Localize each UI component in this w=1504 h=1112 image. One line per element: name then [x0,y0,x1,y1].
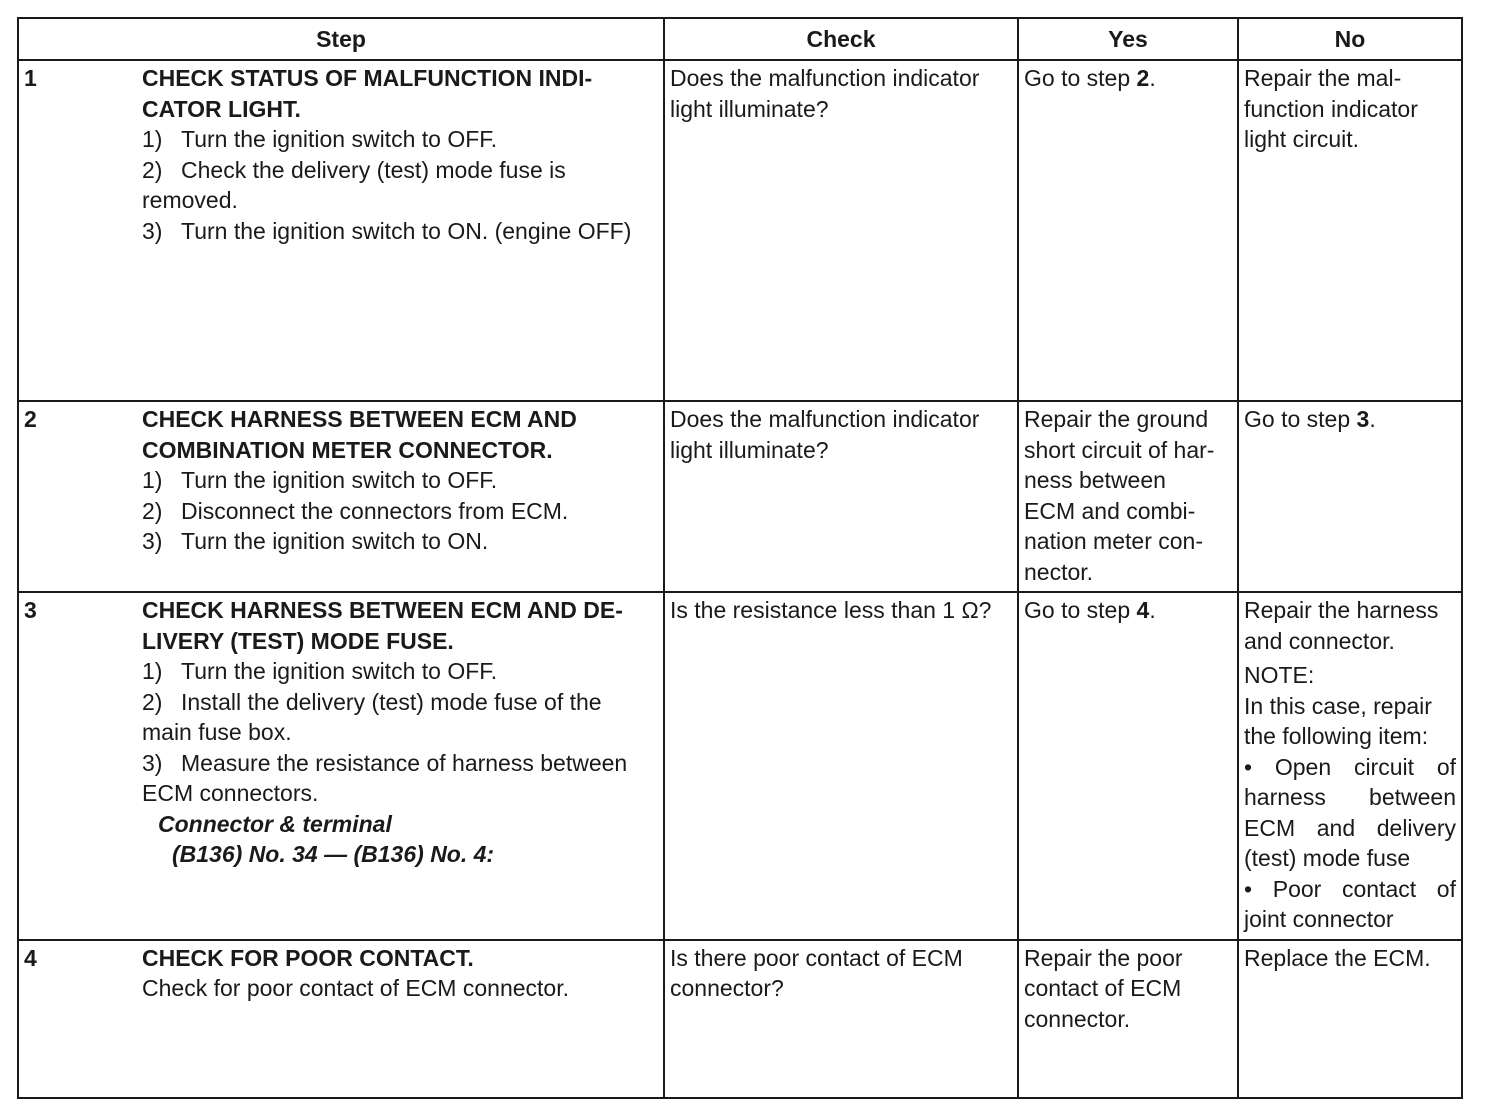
note-label: NOTE: [1244,662,1315,688]
yes-line: ness between [1024,467,1166,493]
bullet-line: • Open circuit of [1244,753,1456,780]
bullet-line: joint connector [1244,906,1394,932]
check-line: light illuminate? [670,95,829,122]
bullet-line: • Poor contact of [1244,875,1456,902]
yes-goto-step: 2 [1136,65,1150,91]
note-line: the following item: [1244,723,1429,749]
instruction-text: Turn the ignition switch to OFF. [181,658,498,684]
no-line: Repair the harness [1244,597,1439,623]
yes-goto-text: Go to step [1024,65,1137,91]
instruction-number: 3) [142,749,163,776]
instruction-number: 1) [142,126,163,152]
no-cell [1238,60,1462,401]
no-line: and connector. [1244,627,1395,654]
check-cell [664,940,1018,1098]
instruction-text: Turn the ignition switch to ON. [181,528,489,554]
instruction-text: Turn the ignition switch to OFF. [181,126,498,152]
yes-line: contact of ECM [1024,975,1182,1001]
no-line: Repair the mal- [1244,65,1402,91]
no-goto-suffix: . [1369,406,1376,432]
step-body [142,404,658,557]
instruction-text: Turn the ignition switch to OFF. [181,467,498,493]
step-title-line: LIVERY (TEST) MODE FUSE. [142,627,454,654]
bullet-line: ECM and delivery [1244,814,1456,841]
yes-line: nation meter con- [1024,528,1203,554]
step-plain-line: Check for poor contact of ECM connector. [142,975,569,1001]
step-title-line: CHECK STATUS OF MALFUNCTION INDI- [142,65,593,91]
instruction-number: 3) [142,217,163,244]
instruction-line [142,185,658,216]
instruction-number: 2) [142,497,163,524]
instruction-line [142,526,658,557]
yes-goto-suffix: . [1149,597,1156,623]
header-step: Step [18,18,664,60]
step-cell [18,60,664,401]
yes-line: Repair the ground [1024,406,1209,432]
step-title-line: COMBINATION METER CONNECTOR. [142,436,553,463]
yes-cell [1018,940,1238,1098]
instruction-text: Measure the resistance of harness between [181,749,628,776]
check-line: Does the malfunction indicator [670,65,980,91]
step-title-line: CHECK HARNESS BETWEEN ECM AND [142,406,577,432]
no-cell [1238,592,1462,940]
instruction-number: 1) [142,467,163,493]
instruction-number: 2) [142,688,163,715]
instruction-text: Turn the ignition switch to ON. (engine OFF) [181,217,632,244]
instruction-line [142,216,658,247]
instruction-line [142,155,658,186]
yes-cell [1018,592,1238,940]
step-cell [18,940,664,1098]
no-cell [1238,401,1462,592]
instruction-text: removed. [142,187,238,213]
check-line: Is the resistance less than 1 Ω? [670,597,992,623]
no-line: Replace the ECM. [1244,944,1431,971]
connector-value: (B136) No. 34 — (B136) No. 4: [172,841,495,867]
check-cell [664,60,1018,401]
yes-goto [1019,61,1237,98]
step-body [142,63,658,246]
instruction-line [142,687,658,718]
table-row [18,401,1462,592]
no-line: light circuit. [1244,126,1360,152]
check-line: Is there poor contact of ECM [670,944,963,971]
diagnostic-table [17,17,1463,1099]
bullet-line: harness between [1244,784,1456,810]
connector-label: Connector & terminal [158,810,392,837]
check-line: connector? [670,975,784,1001]
table-header-row [18,18,1462,60]
check-line: light illuminate? [670,436,829,463]
instruction-line [142,656,658,687]
step-number: 1 [24,65,37,91]
yes-goto-text: Go to step [1024,597,1137,623]
instruction-text: main fuse box. [142,719,292,745]
instruction-text: Install the delivery (test) mode fuse of the [181,688,602,715]
instruction-line [142,124,658,155]
step-cell [18,592,664,940]
step-number: 4 [24,944,37,971]
no-cell [1238,940,1462,1098]
yes-goto-step: 4 [1136,597,1150,623]
step-cell [18,401,664,592]
yes-line: connector. [1024,1005,1131,1032]
yes-cell [1018,401,1238,592]
step-number: 2 [24,406,37,432]
check-cell [664,592,1018,940]
instruction-line [142,465,658,496]
header-yes: Yes [1018,18,1238,60]
yes-goto [1019,593,1237,630]
table-row [18,940,1462,1098]
header-check: Check [664,18,1018,60]
instruction-text: ECM connectors. [142,780,319,806]
yes-goto-suffix: . [1149,65,1156,91]
no-goto-text: Go to step [1244,406,1357,432]
header-no: No [1238,18,1462,60]
yes-line: nector. [1024,558,1094,585]
yes-line: ECM and combi- [1024,497,1196,524]
instruction-line [142,778,658,809]
step-body [142,595,658,870]
no-goto-step: 3 [1356,406,1370,432]
instruction-line [142,717,658,748]
step-title-line: CATOR LIGHT. [142,95,301,122]
check-line: Does the malfunction indicator [670,406,980,432]
table-row [18,60,1462,401]
step-title-line: CHECK HARNESS BETWEEN ECM AND DE- [142,597,623,623]
instruction-number: 1) [142,658,163,684]
note-line: In this case, repair [1244,692,1432,719]
yes-line: short circuit of har- [1024,436,1215,463]
step-number: 3 [24,597,37,623]
check-cell [664,401,1018,592]
instruction-line [142,748,658,779]
instruction-line [142,496,658,527]
step-body [142,943,658,1004]
no-goto [1239,402,1461,439]
yes-line: Repair the poor [1024,944,1183,971]
instruction-text: Check the delivery (test) mode fuse is [181,156,566,183]
instruction-number: 2) [142,156,163,183]
bullet-line: (test) mode fuse [1244,845,1411,871]
step-title-line: CHECK FOR POOR CONTACT. [142,944,474,971]
yes-cell [1018,60,1238,401]
table-row [18,592,1462,940]
instruction-number: 3) [142,528,163,554]
no-line: function indicator [1244,95,1418,122]
instruction-text: Disconnect the connectors from ECM. [181,497,569,524]
